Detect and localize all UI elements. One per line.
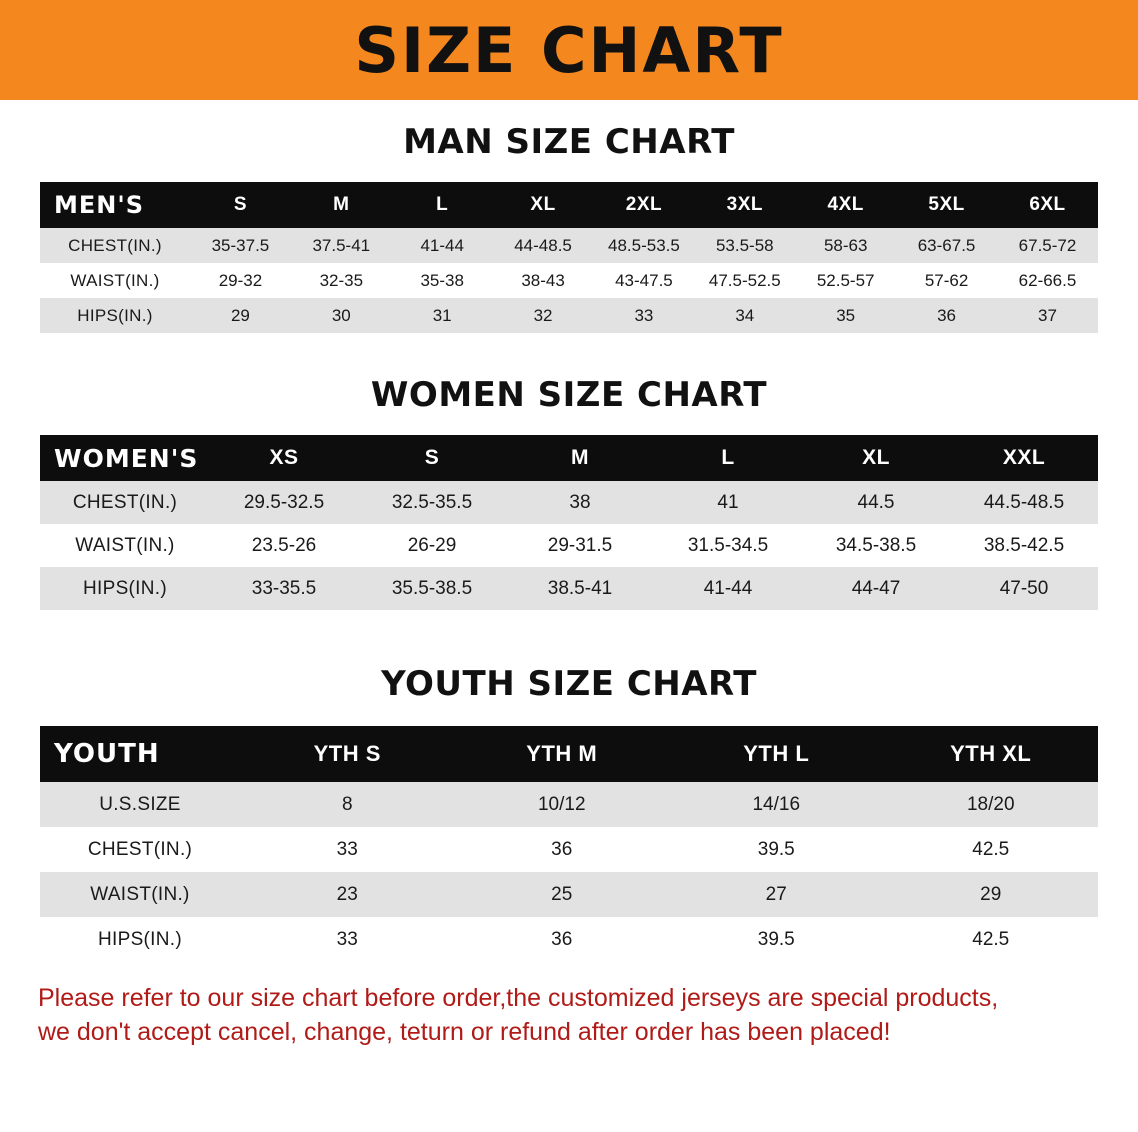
cell: 42.5 (972, 928, 1010, 950)
row-label: CHEST(IN.) (68, 235, 162, 255)
cell: 27 (765, 883, 787, 905)
men-col-header: 2XL (625, 194, 663, 215)
youth-section-title: YOUTH SIZE CHART (381, 664, 757, 704)
cell: 48.5-53.5 (608, 235, 680, 255)
table-row (40, 298, 1098, 333)
cell: 52.5-57 (816, 270, 875, 290)
cell: 47.5-52.5 (708, 270, 781, 290)
women-col-header: M (571, 446, 589, 469)
cell: 35 (836, 305, 856, 325)
cell: 35-37.5 (211, 235, 270, 255)
table-header-row (40, 182, 1098, 228)
table-row (40, 228, 1098, 263)
table-row (40, 827, 1098, 872)
women-section-title: WOMEN SIZE CHART (370, 375, 768, 415)
cell: 63-67.5 (917, 235, 976, 255)
cell: 36 (551, 838, 573, 860)
women-size-table (40, 435, 1098, 610)
cell: 36 (937, 305, 957, 325)
cell: 34.5-38.5 (835, 534, 917, 556)
cell: 25 (551, 883, 573, 905)
table-header-row (40, 726, 1098, 782)
cell: 29-31.5 (547, 534, 613, 556)
table-row (40, 782, 1098, 827)
table-row (40, 872, 1098, 917)
cell: 33-35.5 (251, 577, 317, 599)
cell: 38.5-41 (547, 577, 613, 599)
men-section-title: MAN SIZE CHART (403, 122, 735, 162)
cell: 32 (533, 305, 553, 325)
youth-col-header: YTH XL (950, 741, 1032, 766)
youth-header-label: YOUTH (54, 739, 160, 769)
cell: 8 (341, 793, 353, 815)
cell: 41-44 (420, 235, 464, 255)
table-header-row (40, 435, 1098, 481)
cell: 23.5-26 (251, 534, 317, 556)
women-section (0, 375, 1138, 610)
row-label: CHEST(IN.) (87, 838, 193, 860)
cell: 38 (569, 491, 591, 513)
cell: 10/12 (537, 793, 586, 815)
row-label: WAIST(IN.) (75, 534, 175, 556)
cell: 44-47 (851, 577, 901, 599)
row-label: CHEST(IN.) (72, 491, 178, 513)
note-line-2: we don't accept cancel, change, teturn or refund after order has been placed! (38, 1017, 891, 1046)
row-label: WAIST(IN.) (90, 883, 190, 905)
youth-col-header: YTH S (313, 741, 381, 766)
note-line-1: Please refer to our size chart before order,the customized jerseys are special products, (38, 984, 999, 1012)
cell: 23 (336, 883, 358, 905)
cell: 37 (1038, 305, 1057, 325)
men-size-table (40, 182, 1098, 333)
page-title: SIZE CHART (354, 14, 784, 87)
disclaimer-note (0, 982, 1138, 1050)
women-col-header: S (424, 446, 440, 469)
cell: 29 (230, 305, 250, 325)
men-col-header: 5XL (928, 194, 965, 215)
cell: 29.5-32.5 (243, 491, 325, 513)
men-col-header: XL (530, 194, 556, 215)
cell: 37.5-41 (312, 235, 371, 255)
men-col-header: 6XL (1029, 194, 1066, 215)
men-col-header: 3XL (726, 194, 763, 215)
cell: 62-66.5 (1018, 270, 1077, 290)
cell: 41 (717, 491, 739, 513)
women-col-header: XL (862, 446, 890, 469)
cell: 38.5-42.5 (983, 534, 1065, 556)
cell: 30 (331, 305, 351, 325)
men-col-header: M (333, 194, 350, 215)
youth-col-header: YTH L (743, 741, 810, 766)
cell: 41-44 (703, 577, 753, 599)
row-label: U.S.SIZE (99, 793, 181, 815)
men-col-header: L (436, 194, 449, 215)
women-col-header: XXL (1002, 446, 1046, 469)
men-col-header: 4XL (827, 194, 864, 215)
cell: 32.5-35.5 (391, 491, 473, 513)
cell: 43-47.5 (615, 270, 673, 290)
cell: 44-48.5 (514, 235, 572, 255)
cell: 42.5 (972, 838, 1010, 860)
women-col-header: XS (269, 446, 299, 469)
cell: 33 (336, 928, 358, 950)
men-section (0, 122, 1138, 333)
cell: 33 (634, 305, 654, 325)
women-col-header: L (721, 446, 735, 469)
youth-section (0, 664, 1138, 962)
cell: 32-35 (319, 270, 364, 290)
women-header-label: WOMEN'S (54, 443, 199, 473)
table-row (40, 917, 1098, 962)
banner (0, 0, 1138, 100)
cell: 57-62 (924, 270, 969, 290)
cell: 53.5-58 (715, 235, 774, 255)
table-row (40, 481, 1098, 524)
youth-col-header: YTH M (526, 741, 598, 766)
cell: 31 (432, 305, 452, 325)
cell: 47-50 (999, 577, 1049, 599)
cell: 31.5-34.5 (687, 534, 769, 556)
table-row (40, 567, 1098, 610)
cell: 14/16 (752, 793, 801, 815)
row-label: HIPS(IN.) (98, 928, 182, 950)
cell: 44.5 (857, 491, 895, 513)
cell: 34 (735, 305, 755, 325)
cell: 36 (551, 928, 573, 950)
cell: 33 (336, 838, 358, 860)
cell: 35-38 (420, 270, 464, 290)
cell: 58-63 (823, 235, 868, 255)
cell: 67.5-72 (1018, 235, 1077, 255)
men-col-header: S (233, 194, 248, 215)
youth-size-table (40, 726, 1098, 962)
cell: 35.5-38.5 (391, 577, 473, 599)
cell: 39.5 (757, 928, 795, 950)
cell: 38-43 (521, 270, 565, 290)
cell: 44.5-48.5 (983, 491, 1065, 513)
table-row (40, 524, 1098, 567)
row-label: HIPS(IN.) (83, 577, 167, 599)
cell: 26-29 (407, 534, 457, 556)
cell: 18/20 (966, 793, 1015, 815)
cell: 29-32 (218, 270, 263, 290)
men-header-label: MEN'S (54, 191, 144, 219)
cell: 29 (980, 883, 1002, 905)
cell: 39.5 (757, 838, 795, 860)
row-label: HIPS(IN.) (77, 305, 153, 325)
table-row (40, 263, 1098, 298)
row-label: WAIST(IN.) (70, 270, 160, 290)
